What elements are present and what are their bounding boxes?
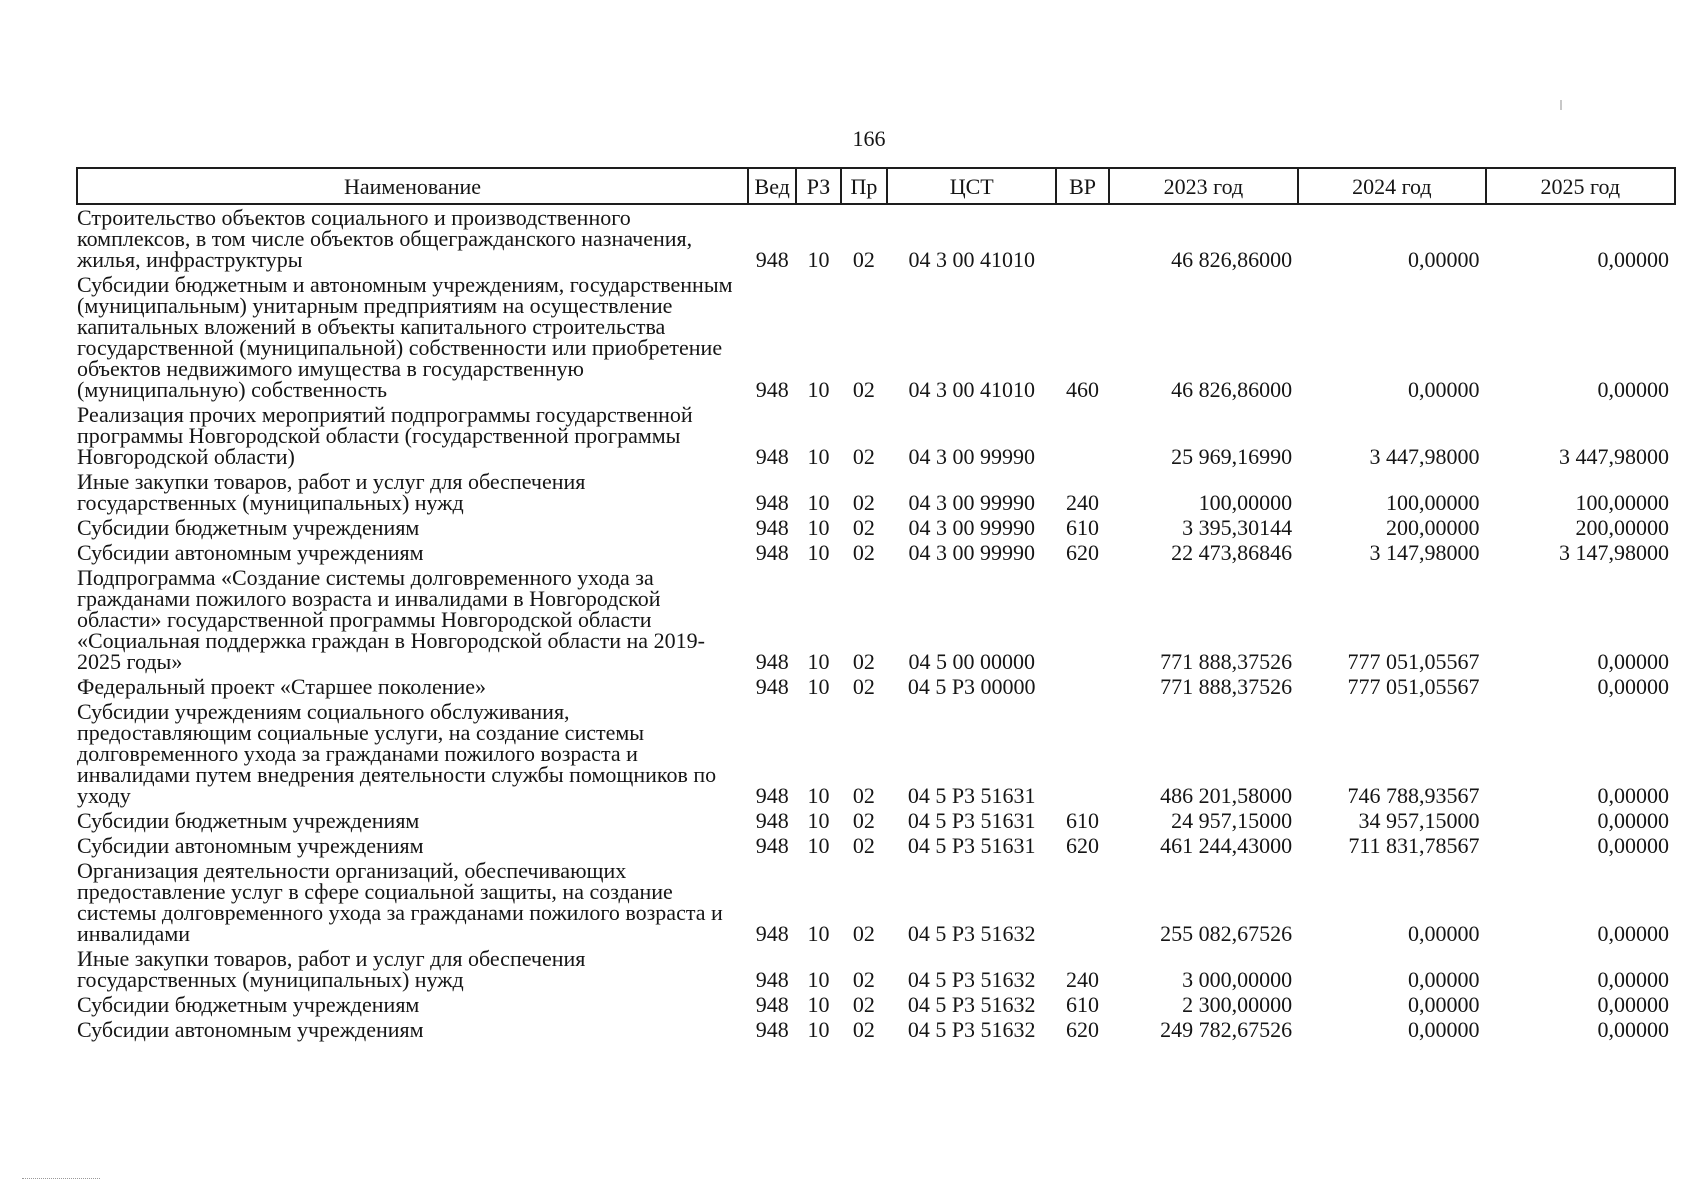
cell-cst: 04 3 00 99990 bbox=[908, 540, 1035, 565]
cell-pr: 02 bbox=[852, 674, 875, 699]
cell-ved: 948 bbox=[755, 833, 789, 858]
table-row bbox=[77, 992, 1675, 1017]
cell-2025: 200,00000 bbox=[1575, 515, 1669, 540]
table-row bbox=[77, 699, 1675, 808]
cell-cst: 04 3 00 41010 bbox=[908, 377, 1035, 402]
cell-cst: 04 3 00 41010 bbox=[908, 247, 1035, 272]
cell-ved: 948 bbox=[755, 992, 789, 1017]
cell-vr: 460 bbox=[1066, 377, 1100, 402]
header-ved: Вед bbox=[748, 168, 796, 204]
cell-name: Субсидии учреждениям социального обслуживания, предоставляющим социальные услуги, на создание системы долговременного ухода за гражданами пожилого возраста и инвалидами путем внедрения деятельности службы помощников по уходу bbox=[77, 699, 717, 808]
cell-pr: 02 bbox=[852, 1017, 875, 1042]
table-row bbox=[77, 515, 1675, 540]
cell-pr: 02 bbox=[852, 515, 875, 540]
cell-pr: 02 bbox=[852, 377, 875, 402]
cell-pr: 02 bbox=[852, 808, 875, 833]
cell-2023: 249 782,67526 bbox=[1160, 1017, 1293, 1042]
cell-2025: 0,00000 bbox=[1597, 674, 1669, 699]
table-row bbox=[77, 946, 1675, 992]
cell-2023: 461 244,43000 bbox=[1160, 833, 1293, 858]
table-body bbox=[77, 204, 1675, 1042]
cell-pr: 02 bbox=[852, 649, 875, 674]
cell-2023: 771 888,37526 bbox=[1160, 674, 1293, 699]
cell-2025: 0,00000 bbox=[1597, 992, 1669, 1017]
cell-name: Субсидии бюджетным учреждениям bbox=[77, 515, 420, 540]
cell-rz: 10 bbox=[807, 783, 830, 808]
cell-pr: 02 bbox=[852, 921, 875, 946]
cell-2024: 0,00000 bbox=[1408, 247, 1480, 272]
cell-ved: 948 bbox=[755, 921, 789, 946]
cell-2024: 200,00000 bbox=[1386, 515, 1480, 540]
cell-name: Организация деятельности организаций, обеспечивающих предоставление услуг в сфере социальной защиты, на создание системы долговременного ухода за гражданами пожилого возраста и инвалидами bbox=[77, 858, 723, 946]
cell-cst: 04 5 P3 51631 bbox=[907, 808, 1036, 833]
budget-table bbox=[76, 167, 1676, 1042]
cell-2024: 0,00000 bbox=[1408, 967, 1480, 992]
cell-2023: 100,00000 bbox=[1198, 490, 1293, 515]
cell-ved: 948 bbox=[755, 247, 789, 272]
cell-vr bbox=[1056, 402, 1108, 469]
cell-2025: 0,00000 bbox=[1597, 247, 1669, 272]
cell-2024: 0,00000 bbox=[1408, 921, 1480, 946]
cell-2024: 746 788,93567 bbox=[1347, 783, 1480, 808]
cell-2024: 0,00000 bbox=[1408, 1017, 1480, 1042]
cell-2024: 3 147,98000 bbox=[1369, 540, 1480, 565]
cell-ved: 948 bbox=[755, 377, 789, 402]
cell-2023: 2 300,00000 bbox=[1182, 992, 1293, 1017]
header-rz: РЗ bbox=[796, 168, 840, 204]
cell-cst: 04 3 00 99990 bbox=[908, 490, 1035, 515]
cell-rz: 10 bbox=[807, 1017, 830, 1042]
cell-ved: 948 bbox=[755, 649, 789, 674]
cell-cst: 04 5 P3 00000 bbox=[907, 674, 1036, 699]
cell-rz: 10 bbox=[807, 674, 830, 699]
table-row bbox=[77, 565, 1675, 674]
cell-cst: 04 5 P3 51632 bbox=[907, 967, 1036, 992]
cell-vr: 620 bbox=[1066, 1017, 1100, 1042]
table-row bbox=[77, 858, 1675, 946]
header-pr: Пр bbox=[841, 168, 887, 204]
cell-rz: 10 bbox=[807, 833, 830, 858]
cell-name: Реализация прочих мероприятий подпрограммы государственной программы Новгородской области (государственной программы Новгородской области) bbox=[77, 402, 693, 469]
cell-rz: 10 bbox=[807, 247, 830, 272]
cell-vr bbox=[1056, 699, 1108, 808]
table-header bbox=[77, 168, 1675, 204]
table-row bbox=[77, 402, 1675, 469]
cell-2025: 0,00000 bbox=[1597, 967, 1669, 992]
cell-2025: 3 447,98000 bbox=[1559, 444, 1669, 469]
cell-2025: 3 147,98000 bbox=[1559, 540, 1669, 565]
table-row bbox=[77, 469, 1675, 515]
cell-2024: 0,00000 bbox=[1408, 992, 1480, 1017]
cell-cst: 04 5 P3 51631 bbox=[907, 833, 1036, 858]
cell-rz: 10 bbox=[807, 515, 830, 540]
cell-name: Субсидии бюджетным учреждениям bbox=[77, 808, 420, 833]
header-2023: 2023 год bbox=[1109, 168, 1298, 204]
cell-pr: 02 bbox=[852, 247, 875, 272]
cell-2023: 25 969,16990 bbox=[1171, 444, 1293, 469]
header-name: Наименование bbox=[77, 168, 748, 204]
cell-2025: 0,00000 bbox=[1597, 377, 1669, 402]
table-row bbox=[77, 833, 1675, 858]
table-row bbox=[77, 1017, 1675, 1042]
table-row bbox=[77, 808, 1675, 833]
cell-vr: 240 bbox=[1066, 967, 1100, 992]
cell-pr: 02 bbox=[852, 444, 875, 469]
cell-vr: 240 bbox=[1066, 490, 1100, 515]
header-2025: 2025 год bbox=[1486, 168, 1675, 204]
cell-name: Подпрограмма «Создание системы долговременного ухода за гражданами пожилого возраста и инвалидами в Новгородской области» государственной программы Новгородской области «Социальная поддержка граждан в Новгородской области на 2019-2025 годы» bbox=[77, 565, 705, 674]
cell-rz: 10 bbox=[807, 540, 830, 565]
cell-rz: 10 bbox=[807, 490, 830, 515]
cell-2024: 777 051,05567 bbox=[1347, 674, 1480, 699]
cell-vr: 610 bbox=[1066, 992, 1100, 1017]
cell-2023: 3 000,00000 bbox=[1182, 967, 1293, 992]
cell-2025: 0,00000 bbox=[1597, 1017, 1669, 1042]
cell-2024: 711 831,78567 bbox=[1348, 833, 1480, 858]
cell-2023: 486 201,58000 bbox=[1160, 783, 1293, 808]
cell-ved: 948 bbox=[755, 674, 789, 699]
table-row bbox=[77, 272, 1675, 402]
cell-2025: 0,00000 bbox=[1597, 783, 1669, 808]
cell-cst: 04 3 00 99990 bbox=[908, 515, 1035, 540]
cell-rz: 10 bbox=[807, 649, 830, 674]
cell-name: Иные закупки товаров, работ и услуг для обеспечения государственных (муниципальных) нужд bbox=[77, 946, 586, 992]
table-row bbox=[77, 204, 1675, 272]
cell-2023: 46 826,86000 bbox=[1171, 377, 1293, 402]
cell-2025: 0,00000 bbox=[1597, 649, 1669, 674]
cell-vr: 620 bbox=[1066, 833, 1100, 858]
cell-cst: 04 3 00 99990 bbox=[908, 444, 1035, 469]
cell-cst: 04 5 P3 51632 bbox=[907, 992, 1036, 1017]
cell-ved: 948 bbox=[755, 490, 789, 515]
cell-ved: 948 bbox=[755, 444, 789, 469]
cell-pr: 02 bbox=[852, 783, 875, 808]
cell-vr bbox=[1056, 204, 1108, 272]
cell-2024: 777 051,05567 bbox=[1347, 649, 1480, 674]
table-row bbox=[77, 540, 1675, 565]
cell-2025: 0,00000 bbox=[1597, 808, 1669, 833]
cell-name: Субсидии бюджетным и автономным учреждениям, государственным (муниципальным) унитарным предприятиям на осуществление капитальных вложений в объекты капитального строительства государственной (муниципальной) собственности или приобретение объектов недвижимого имущества в государственную (муниципальную) собственность bbox=[77, 272, 733, 402]
header-cst: ЦСТ bbox=[887, 168, 1056, 204]
cell-ved: 948 bbox=[755, 540, 789, 565]
cell-2023: 24 957,15000 bbox=[1171, 808, 1293, 833]
cell-name: Строительство объектов социального и производственного комплексов, в том числе объектов общегражданского назначения, жилья, инфраструктуры bbox=[77, 205, 693, 272]
cell-ved: 948 bbox=[755, 515, 789, 540]
cell-vr bbox=[1056, 565, 1108, 674]
cell-cst: 04 5 P3 51632 bbox=[907, 921, 1036, 946]
cell-2023: 771 888,37526 bbox=[1160, 649, 1293, 674]
table-row bbox=[77, 674, 1675, 699]
cell-name: Федеральный проект «Старшее поколение» bbox=[77, 674, 487, 699]
cell-name: Субсидии автономным учреждениям bbox=[77, 540, 424, 565]
cell-ved: 948 bbox=[755, 783, 789, 808]
cell-name: Субсидии автономным учреждениям bbox=[77, 1017, 424, 1042]
scan-mark bbox=[22, 1178, 100, 1181]
cell-ved: 948 bbox=[755, 808, 789, 833]
cell-name: Субсидии автономным учреждениям bbox=[77, 833, 424, 858]
cell-pr: 02 bbox=[852, 992, 875, 1017]
cell-cst: 04 5 00 00000 bbox=[908, 649, 1035, 674]
cell-ved: 948 bbox=[755, 1017, 789, 1042]
cell-2023: 46 826,86000 bbox=[1171, 247, 1293, 272]
cell-vr: 610 bbox=[1066, 515, 1100, 540]
cell-cst: 04 5 P3 51631 bbox=[907, 783, 1036, 808]
cell-name: Иные закупки товаров, работ и услуг для обеспечения государственных (муниципальных) нужд bbox=[77, 469, 586, 515]
cell-ved: 948 bbox=[755, 967, 789, 992]
cell-2024: 3 447,98000 bbox=[1369, 444, 1480, 469]
cell-vr bbox=[1056, 674, 1108, 699]
cell-2023: 255 082,67526 bbox=[1160, 921, 1293, 946]
page-number: 166 bbox=[852, 126, 886, 151]
cell-vr bbox=[1056, 858, 1108, 946]
cell-2024: 100,00000 bbox=[1386, 490, 1480, 515]
cell-rz: 10 bbox=[807, 377, 830, 402]
header-vr: ВР bbox=[1056, 168, 1108, 204]
cell-pr: 02 bbox=[852, 540, 875, 565]
cell-2025: 0,00000 bbox=[1597, 833, 1669, 858]
cell-rz: 10 bbox=[807, 808, 830, 833]
cell-pr: 02 bbox=[852, 490, 875, 515]
cell-rz: 10 bbox=[807, 967, 830, 992]
cell-pr: 02 bbox=[852, 967, 875, 992]
cell-rz: 10 bbox=[807, 921, 830, 946]
cell-2024: 34 957,15000 bbox=[1358, 808, 1480, 833]
scan-speck bbox=[1560, 100, 1562, 110]
cell-pr: 02 bbox=[852, 833, 875, 858]
cell-name: Субсидии бюджетным учреждениям bbox=[77, 992, 420, 1017]
cell-vr: 610 bbox=[1066, 808, 1100, 833]
cell-vr: 620 bbox=[1066, 540, 1100, 565]
cell-rz: 10 bbox=[807, 992, 830, 1017]
cell-2025: 100,00000 bbox=[1575, 490, 1669, 515]
cell-2025: 0,00000 bbox=[1597, 921, 1669, 946]
cell-2024: 0,00000 bbox=[1408, 377, 1480, 402]
header-2024: 2024 год bbox=[1298, 168, 1485, 204]
cell-rz: 10 bbox=[807, 444, 830, 469]
cell-cst: 04 5 P3 51632 bbox=[907, 1017, 1036, 1042]
cell-2023: 22 473,86846 bbox=[1171, 540, 1293, 565]
cell-2023: 3 395,30144 bbox=[1182, 515, 1293, 540]
